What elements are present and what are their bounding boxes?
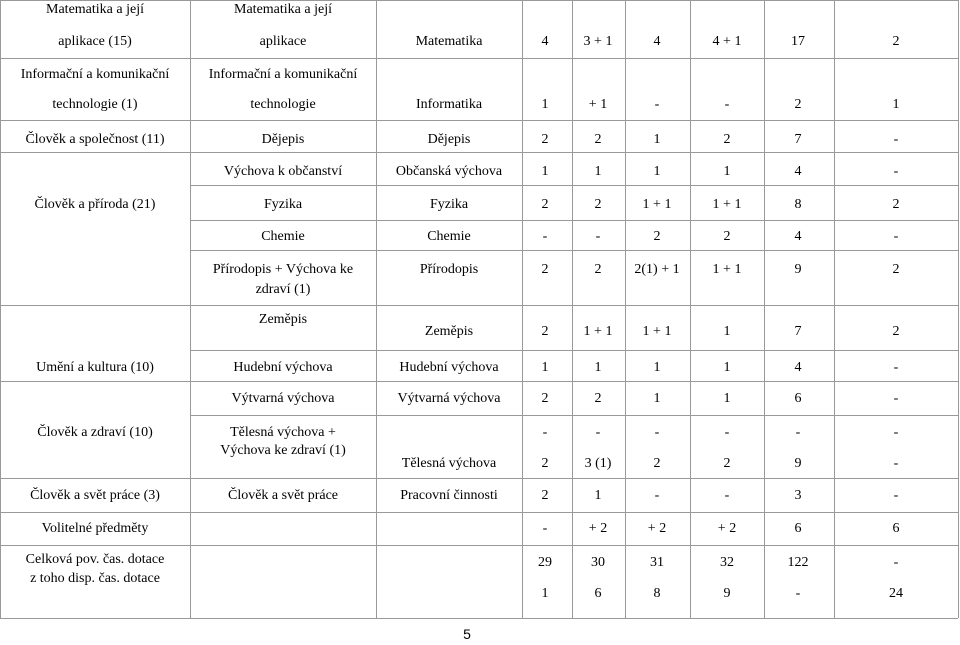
cell-taught-as: Informatika (415, 97, 483, 112)
column-divider (376, 0, 377, 618)
cell-taught-as: Zeměpis (424, 324, 474, 339)
cell-area: Informační a komunikační (20, 67, 170, 82)
cell-subject: zdraví (1) (255, 282, 311, 297)
cell-disp: 2 (892, 34, 900, 49)
cell-grade-6: 2 (541, 488, 549, 503)
cell-disp: - (893, 456, 899, 471)
cell-grade-9: - (724, 97, 730, 112)
cell-grade-9: 2 (723, 456, 731, 471)
row-divider (0, 120, 958, 121)
cell-total: 17 (791, 34, 805, 49)
cell-subject: Tělesná výchova + (230, 425, 336, 440)
cell-total: - (795, 425, 801, 440)
cell-grade-6: 4 (541, 34, 549, 49)
cell-subject: Přírodopis + Výchova ke (212, 262, 354, 277)
cell-disp: - (893, 229, 899, 244)
column-divider (572, 0, 573, 618)
row-divider (0, 618, 958, 619)
cell-total: 8 (794, 197, 802, 212)
cell-area: z toho disp. čas. dotace (30, 571, 160, 586)
cell-taught-as: Chemie (427, 229, 471, 244)
cell-grade-7: 2 (594, 132, 602, 147)
cell-total: 3 (794, 488, 802, 503)
cell-grade-7: 3 + 1 (583, 34, 613, 49)
cell-grade-8: 2 (653, 229, 661, 244)
cell-disp: - (893, 425, 899, 440)
cell-grade-6: 1 (541, 360, 549, 375)
cell-grade-6: 1 (541, 164, 549, 179)
cell-taught-as: Hudební výchova (399, 360, 499, 375)
column-divider (0, 0, 1, 618)
cell-grade-8: + 2 (647, 521, 667, 536)
row-divider (190, 350, 958, 351)
cell-grade-9: 32 (720, 555, 734, 570)
column-divider (690, 0, 691, 618)
cell-grade-8: - (654, 97, 660, 112)
cell-grade-6: 1 (541, 586, 549, 601)
cell-grade-9: 1 (723, 324, 731, 339)
cell-taught-as: Občanská výchova (395, 164, 503, 179)
cell-grade-6: 1 (541, 97, 549, 112)
row-divider (190, 415, 958, 416)
page-number: 5 (463, 626, 471, 642)
cell-grade-8: 1 + 1 (642, 197, 672, 212)
cell-taught-as: Dějepis (427, 132, 471, 147)
cell-area: Celková pov. čas. dotace (25, 552, 165, 567)
cell-grade-7: - (595, 425, 601, 440)
cell-grade-7: 1 + 1 (583, 324, 613, 339)
cell-grade-6: - (542, 521, 548, 536)
cell-subject: Výchova ke zdraví (1) (220, 443, 346, 458)
row-divider (0, 478, 958, 479)
cell-total: 9 (794, 262, 802, 277)
cell-area: Člověk a společnost (11) (25, 132, 165, 147)
row-divider (0, 305, 958, 306)
cell-disp: - (893, 164, 899, 179)
cell-disp: - (893, 391, 899, 406)
row-divider (0, 152, 958, 153)
cell-area: Matematika a její (46, 2, 144, 17)
cell-grade-6: 2 (541, 132, 549, 147)
cell-grade-7: 30 (591, 555, 605, 570)
cell-total: 7 (794, 132, 802, 147)
cell-grade-6: 2 (541, 391, 549, 406)
cell-taught-as: Výtvarná výchova (397, 391, 501, 406)
cell-subject: Dějepis (261, 132, 305, 147)
cell-disp: 24 (889, 586, 903, 601)
cell-disp: - (893, 132, 899, 147)
cell-grade-7: 1 (594, 360, 602, 375)
cell-disp: 1 (892, 97, 900, 112)
cell-taught-as: Tělesná výchova (401, 456, 497, 471)
cell-grade-8: 1 (653, 132, 661, 147)
cell-disp: 2 (892, 197, 900, 212)
cell-grade-7: 2 (594, 262, 602, 277)
cell-total: 2 (794, 97, 802, 112)
cell-grade-9: 1 (723, 360, 731, 375)
cell-grade-8: - (654, 488, 660, 503)
row-divider (190, 185, 958, 186)
cell-grade-8: 4 (653, 34, 661, 49)
cell-subject: Fyzika (263, 197, 303, 212)
cell-grade-7: 1 (594, 164, 602, 179)
cell-disp: 2 (892, 324, 900, 339)
cell-grade-9: 1 + 1 (712, 262, 742, 277)
cell-area: Člověk a příroda (21) (34, 197, 156, 212)
column-divider (764, 0, 765, 618)
cell-taught-as: Matematika (415, 34, 483, 49)
row-divider (0, 381, 958, 382)
column-divider (522, 0, 523, 618)
cell-total: 6 (794, 391, 802, 406)
column-divider (958, 0, 959, 618)
cell-taught-as: Pracovní činnosti (400, 488, 498, 503)
cell-grade-6: - (542, 425, 548, 440)
cell-grade-8: 1 (653, 360, 661, 375)
cell-grade-9: - (724, 425, 730, 440)
cell-area: technologie (1) (52, 97, 138, 112)
cell-grade-9: 4 + 1 (712, 34, 742, 49)
cell-area: Člověk a zdraví (10) (37, 425, 153, 440)
cell-grade-7: 3 (1) (584, 456, 612, 471)
cell-total: 4 (794, 360, 802, 375)
cell-subject: Zeměpis (258, 312, 308, 327)
cell-subject: Hudební výchova (233, 360, 333, 375)
column-divider (190, 0, 191, 618)
cell-grade-8: 2(1) + 1 (634, 262, 680, 277)
cell-grade-8: - (654, 425, 660, 440)
cell-disp: - (893, 360, 899, 375)
cell-grade-8: 2 (653, 456, 661, 471)
cell-grade-8: 1 (653, 391, 661, 406)
cell-grade-9: 1 (723, 164, 731, 179)
cell-grade-9: + 2 (717, 521, 737, 536)
cell-subject: technologie (250, 97, 316, 112)
cell-disp: 6 (892, 521, 900, 536)
cell-grade-7: + 2 (588, 521, 608, 536)
cell-grade-9: - (724, 488, 730, 503)
cell-area: Člověk a svět práce (3) (30, 488, 160, 503)
cell-total: 122 (787, 555, 809, 570)
cell-grade-6: 2 (541, 197, 549, 212)
cell-subject: Informační a komunikační (208, 67, 358, 82)
row-divider (0, 545, 958, 546)
cell-disp: - (893, 488, 899, 503)
cell-total: 4 (794, 229, 802, 244)
cell-area: Volitelné předměty (41, 521, 149, 536)
cell-grade-6: 2 (541, 262, 549, 277)
cell-grade-8: 1 (653, 164, 661, 179)
cell-grade-9: 2 (723, 132, 731, 147)
cell-subject: Matematika a její (234, 2, 332, 17)
cell-grade-8: 31 (650, 555, 664, 570)
cell-subject: Člověk a svět práce (227, 488, 338, 503)
cell-total: 7 (794, 324, 802, 339)
cell-subject: Výtvarná výchova (231, 391, 335, 406)
cell-grade-7: 2 (594, 197, 602, 212)
row-divider (190, 220, 958, 221)
cell-grade-6: 29 (538, 555, 552, 570)
row-divider (0, 58, 958, 59)
cell-grade-8: 8 (653, 586, 661, 601)
cell-subject: Chemie (261, 229, 305, 244)
cell-grade-6: 2 (541, 324, 549, 339)
cell-total: 6 (794, 521, 802, 536)
cell-grade-6: - (542, 229, 548, 244)
cell-grade-7: + 1 (588, 97, 608, 112)
cell-area: Umění a kultura (10) (36, 360, 154, 375)
cell-grade-9: 9 (723, 586, 731, 601)
row-divider (0, 0, 958, 1)
cell-subject: Výchova k občanství (223, 164, 343, 179)
row-divider (0, 512, 958, 513)
cell-grade-9: 1 + 1 (712, 197, 742, 212)
row-divider (190, 250, 958, 251)
cell-grade-7: - (595, 229, 601, 244)
cell-grade-8: 1 + 1 (642, 324, 672, 339)
cell-area: aplikace (15) (58, 34, 132, 49)
cell-grade-9: 2 (723, 229, 731, 244)
cell-disp: 2 (892, 262, 900, 277)
cell-disp: - (893, 555, 899, 570)
column-divider (625, 0, 626, 618)
cell-total: 4 (794, 164, 802, 179)
cell-total: - (795, 586, 801, 601)
cell-grade-6: 2 (541, 456, 549, 471)
column-divider (834, 0, 835, 618)
cell-taught-as: Fyzika (429, 197, 469, 212)
cell-taught-as: Přírodopis (419, 262, 479, 277)
cell-total: 9 (794, 456, 802, 471)
cell-grade-7: 1 (594, 488, 602, 503)
cell-grade-7: 2 (594, 391, 602, 406)
cell-grade-7: 6 (594, 586, 602, 601)
cell-subject: aplikace (259, 34, 307, 49)
cell-grade-9: 1 (723, 391, 731, 406)
